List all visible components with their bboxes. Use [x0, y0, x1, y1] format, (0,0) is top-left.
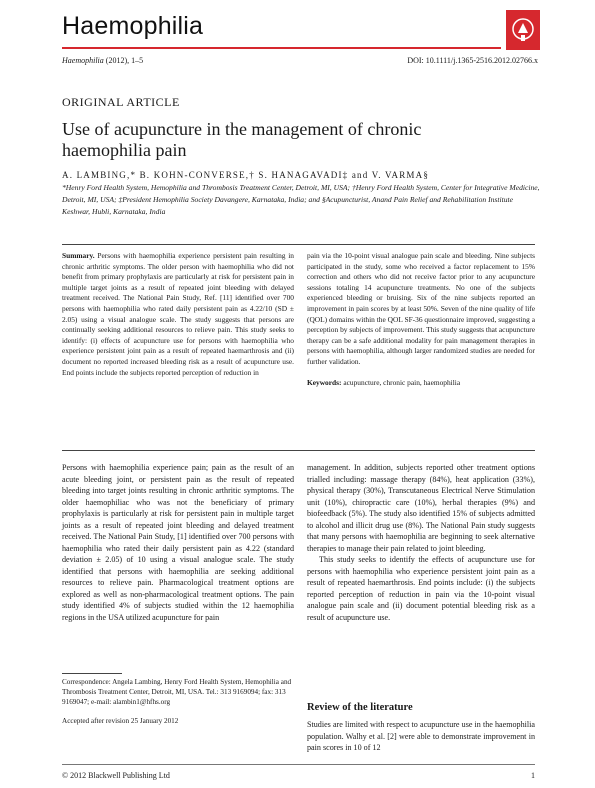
blackwell-logo-icon [506, 10, 540, 50]
review-heading: Review of the literature [307, 702, 413, 713]
keywords-label: Keywords: [307, 377, 342, 387]
accepted-date: Accepted after revision 25 January 2012 [62, 717, 179, 725]
citation [62, 56, 143, 65]
keywords [307, 378, 535, 389]
abstract-text-left: Persons with haemophilia experience persistent pain resulting in chronic arthritic symptoms. The older person with haemophilia who did not benefit from primary prophylaxis are particularly at risk for persistent pain in multiple target joints as a result of repeated joint bleeding with delayed treatment received. The National Pain Study, Ref. [11] identified over 700 persons with haemophilia who rated daily persistent pain as 4.22/10 (SD ± 2.05) using a visual analogue scale. The study suggests that persons are continually seeking additional resources to relieve pain. This study seeks to identify: (i) effects of acupuncture use for persons with haemophilia who experience persistent joint pain as a result of repeated haemarthrosis and (ii) document no reported increased bleeding risk as a result of acupuncture use. End points include the subjects reported perception of reduction in [62, 251, 294, 377]
section-label: ORIGINAL ARTICLE [62, 95, 180, 109]
review-text: Studies are limited with respect to acupuncture use in the haemophilia population. Walhy et al. [2] were able to demonstrate improvement in pain scores in 10 of 12 [307, 720, 535, 752]
body-right-column [307, 462, 535, 623]
page-number: 1 [531, 771, 535, 780]
correspondence-rule [62, 673, 122, 674]
journal-title: Haemophilia [62, 12, 204, 40]
body-paragraph: management. In addition, subjects reported other treatment options trialled including: massage therapy (84%), heat application (33%), physical therapy (30%), Transcutaneous Electrical Nerve Stimulation unit (10%), chiropractic care (10%), herbal therapies (9%) and biofeedback (5%). The study also identified 15% of subjects admitted to alcohol and illicit drug use (8%). The National Pain study suggests that many persons with haemophilia are beginning to seek alternative therapies to manage their pain related to joint bleeding. [307, 463, 535, 553]
body-left-column: Persons with haemophilia experience pain; pain as the result of an acute bleeding joint, or persistent pain as the result of repeated bleeding into target joints resulting in chronic arthritic symptoms. The older haemophiliac who was not the beneficiary of primary prophylaxis is particularly at risk for persistent pain in multiple target joints as a result of repeated joint bleeding and delayed treatment received. The National Pain Study, [1] identified over 700 persons with haemophilia who rated their daily persistent pain as 4.22 (standard deviation ± 2.05) of 10 using a visual analogue scale. The study identified that persons with haemophilia are seeking additional resources to relieve pain. Pharmacological treatment options are explored as well as non-pharmacological treatment options. The pain study identified 4% of subjects studied within the 12 haemophilia regions in the USA utilized acupuncture for pain [62, 463, 294, 622]
abstract-left-column [62, 251, 294, 378]
doi[interactable]: DOI: 10.1111/j.1365-2516.2012.02766.x [407, 56, 538, 65]
correspondence: Correspondence: Angela Lambing, Henry Ford Health System, Hemophilia and Thrombosis Treatment Center, Detroit, MI, USA. Tel.: 313 9169094; fax: 313 9169047; e-mail: alambin1@hfhs.org [62, 678, 292, 707]
abstract-text-right: pain via the 10-point visual analogue pain scale and bleeding. Nine subjects participated in the study, some who received a factor replacement to 15% correction and others who did not receive factor prior to any acupuncture sessions totaling 14 acupuncture treatments. No one of the subjects experienced bleeding or bruising. Six of the nine subjects reported an improvement in pain scores by at least 50%. Seven of the nine quality of life (QOL) domains within the QOL SF-36 questionnaire improved, suggesting a perception by subjects of improvement. This study suggests that acupuncture therapy can be a safe additional modality for pain management therapies in persons with haemophilia, although larger randomized studies are needed for further validation. [307, 251, 535, 366]
affiliations: *Henry Ford Health System, Hemophilia and Thrombosis Treatment Center, Detroit, MI, USA; †Henry Ford Health System, Center for Integrative Medicine, Detroit, MI, USA; ‡President Hemophilia Society Davangere, Karnataka, India; and §Acupuncturist, Anand Pain Relief and Rehabilitation Institute Keshwar, Hubli, Karnataka, India [62, 183, 540, 216]
abstract-right-column [307, 251, 535, 388]
copyright: © 2012 Blackwell Publishing Ltd [62, 771, 170, 780]
abstract-rule-bottom [62, 450, 535, 451]
keywords-list: acupuncture, chronic pain, haemophilia [343, 377, 461, 387]
body-paragraph: This study seeks to identify the effects of acupuncture use for persons with haemophilia who experience persistent joint pain as a result of repeated haemarthrosis. End points include: (i) the subjects reported perception of reduction in pain via the 10-point visual analogue pain scale and (ii) document potential bleeding risk as a result of acupuncture use. [307, 555, 535, 622]
article-title: Use of acupuncture in the management of chronic haemophilia pain [62, 119, 422, 160]
abstract-rule-top [62, 244, 535, 245]
citation-journal: Haemophilia [62, 56, 104, 65]
authors: A. LAMBING,* B. KOHN-CONVERSE,† S. HANAGAVADI‡ and V. VARMA§ [62, 170, 430, 180]
footer-rule [62, 764, 535, 765]
header-rule [62, 47, 501, 49]
abstract-label: Summary. [62, 251, 95, 260]
citation-volume: (2012), 1–5 [105, 56, 144, 65]
